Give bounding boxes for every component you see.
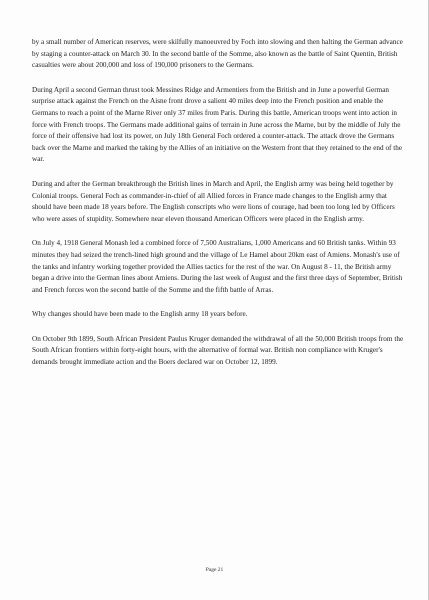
paragraph-why-changes: Why changes should have been made to the English army 18 years before. (32, 310, 248, 319)
paragraph-somme-casualties: by a small number of American reserves, were skilfully manoeuvred by Foch into slowing and then halting the German advance by staging a counter-attack on March 30. In the second battle of the Somme, also known as the battle of Saint Quentin, British casualties were about 200,000 and loss of 190,000 prisoners to the Germans. (32, 38, 403, 70)
paragraph-monash: On July 4, 1918 General Monash led a combined force of 7,500 Australians, 1,000 Americans and 60 British tanks. Within 93 minutes they had seized the trench-lined high ground and the village of Le Hamel about 20km east of Amiens. Monash's use of the tanks and infantry working together provided the Allies tactics for the rest of the war. On August 8 - 11, the British army began a drive into the German lines about Amiens. During the last week of August and the first three days of September, British and French forces won the second battle of the Somme and the fifth battle of Arras. (32, 239, 403, 294)
paragraph-breakthrough: During and after the German breakthrough the British lines in March and April, the English army was being held together by Colonial troops. General Foch as commander-in-chief of all Allied forces in France made changes to the English army that should have been made 18 years before. The English conscripts who were lions of courage, had been too long led by Officers who were asses of stupidity. Somewhere near eleven thousand American Officers were placed in the English army. (32, 179, 395, 223)
body-text (32, 37, 404, 382)
page-number: Page 21 (205, 567, 224, 573)
paragraph-april-thrust: During April a second German thrust took Messines Ridge and Armentiers from the British and in June a powerful German surprise attack against the French on the Aisne front drove a salient 40 miles deep into the French position and enable the Germans to reach a point of the Marne River only 37 miles from Paris. During this battle, American troops went into action in force with French troops. The Germans made additional gains of terrain in June across the Marne, but by the middle of July the force of their offensive had lost its power, on July 18th General Foch ordered a counter-attack. The attack drove the Germans back over the Marne and marked the taking by the Allies of an initiative on the Western front that they retained to the end of the war. (32, 85, 403, 164)
paragraph-kruger: On October 9th 1899, South African President Paulus Kruger demanded the withdrawal of all the 50,000 British troops from the South African frontiers within forty-eight hours, with the alternative of formal war. British non compliance with Kruger's demands brought immediate action and the Boers declared war on October 12, 1899. (32, 334, 404, 367)
